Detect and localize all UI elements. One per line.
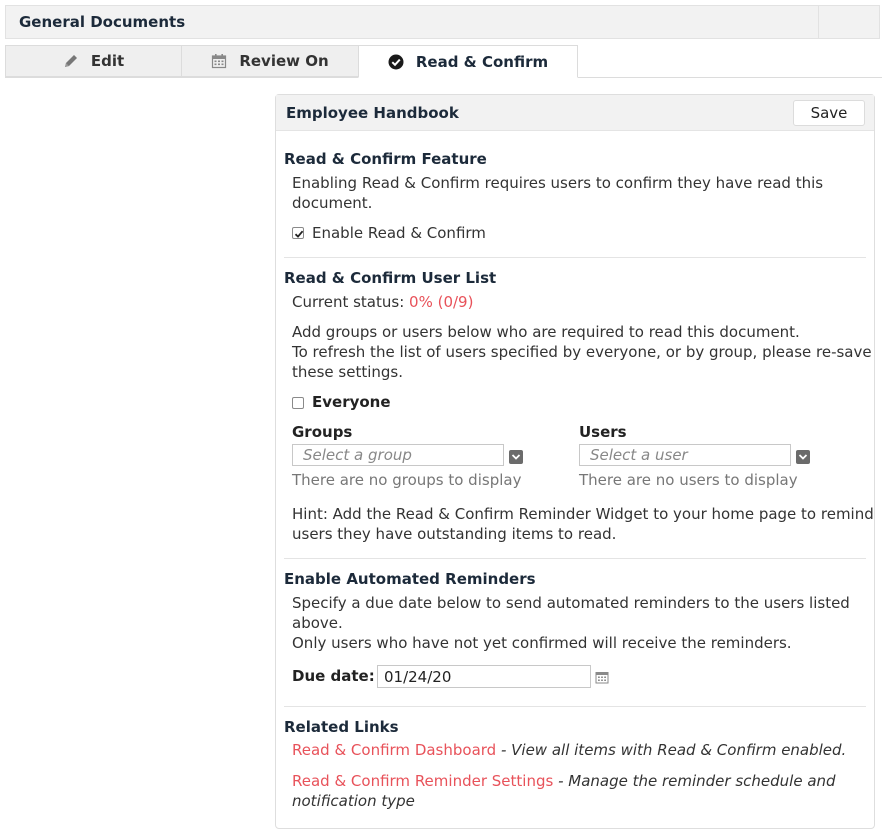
user-list-line3: these settings. <box>292 363 404 381</box>
divider <box>284 706 866 707</box>
tab-review-on[interactable] <box>181 45 359 77</box>
tab-bar <box>5 45 882 78</box>
reminders-line2: above. <box>292 614 343 632</box>
title-bar <box>5 5 880 39</box>
reminder-settings-link-row <box>292 771 836 791</box>
user-list-line2: To refresh the list of users specified by everyone, or by group, please re-save <box>292 343 872 361</box>
group-select-placeholder: Select a group <box>303 446 412 464</box>
user-select[interactable] <box>579 444 791 466</box>
users-label: Users <box>579 423 627 441</box>
reminders-heading: Enable Automated Reminders <box>284 570 536 588</box>
tab-read-confirm-label: Read & Confirm <box>415 52 549 71</box>
everyone-checkbox[interactable] <box>292 397 304 409</box>
divider <box>284 257 866 258</box>
user-select-placeholder: Select a user <box>590 446 688 464</box>
reminder-settings-desc-line1: - Manage the reminder schedule and <box>553 772 836 790</box>
check-circle-icon <box>388 54 404 70</box>
groups-empty-text: There are no groups to display <box>292 471 522 489</box>
tab-read-confirm[interactable] <box>358 45 578 78</box>
checkmark-icon <box>293 228 305 240</box>
related-links-heading: Related Links <box>284 718 399 736</box>
group-select[interactable] <box>292 444 504 466</box>
due-date-label: Due date: <box>292 667 375 685</box>
user-list-heading: Read & Confirm User List <box>284 269 497 287</box>
save-button[interactable]: Save <box>793 100 865 126</box>
groups-label: Groups <box>292 423 353 441</box>
hint-line2: users they have outstanding items to read. <box>292 525 617 543</box>
reminder-settings-desc-line2: notification type <box>292 792 415 810</box>
due-date-input[interactable] <box>377 665 591 688</box>
enable-read-confirm-label: Enable Read & Confirm <box>312 224 486 242</box>
feature-desc-line2: document. <box>292 194 373 212</box>
tab-review-on-label: Review On <box>239 52 329 70</box>
dashboard-link-row <box>292 740 846 760</box>
calendar-picker-icon[interactable] <box>595 670 609 688</box>
tab-edit-label: Edit <box>90 52 125 70</box>
page-title: General Documents <box>19 13 186 31</box>
feature-desc-line1: Enabling Read & Confirm requires users to confirm they have read this <box>292 174 824 192</box>
everyone-label: Everyone <box>312 393 391 411</box>
calendar-icon <box>211 53 227 69</box>
group-dropdown-button[interactable] <box>509 450 523 464</box>
chevron-down-icon <box>796 450 810 464</box>
pencil-icon <box>63 53 79 69</box>
status-value: 0% (0/9) <box>409 293 474 311</box>
dashboard-link[interactable]: Read & Confirm Dashboard <box>292 741 497 759</box>
chevron-down-icon <box>509 450 523 464</box>
dashboard-link-desc: - View all items with Read & Confirm enabled. <box>496 741 847 759</box>
tab-edit[interactable] <box>5 45 182 77</box>
panel-title: Employee Handbook <box>286 104 459 122</box>
reminder-settings-link[interactable]: Read & Confirm Reminder Settings <box>292 772 554 790</box>
feature-heading: Read & Confirm Feature <box>284 150 487 168</box>
users-empty-text: There are no users to display <box>579 471 798 489</box>
panel-header <box>276 95 874 131</box>
enable-read-confirm-checkbox[interactable] <box>292 227 304 239</box>
title-bar-divider <box>818 6 819 38</box>
user-list-line1: Add groups or users below who are required to read this document. <box>292 323 800 341</box>
status-label: Current status: <box>292 293 405 311</box>
hint-line1: Hint: Add the Read & Confirm Reminder Widget to your home page to remind <box>292 505 874 523</box>
reminders-line3: Only users who have not yet confirmed will receive the reminders. <box>292 634 792 652</box>
reminders-line1: Specify a due date below to send automated reminders to the users listed <box>292 594 850 612</box>
user-dropdown-button[interactable] <box>796 450 810 464</box>
current-status <box>292 292 473 312</box>
divider <box>284 558 866 559</box>
